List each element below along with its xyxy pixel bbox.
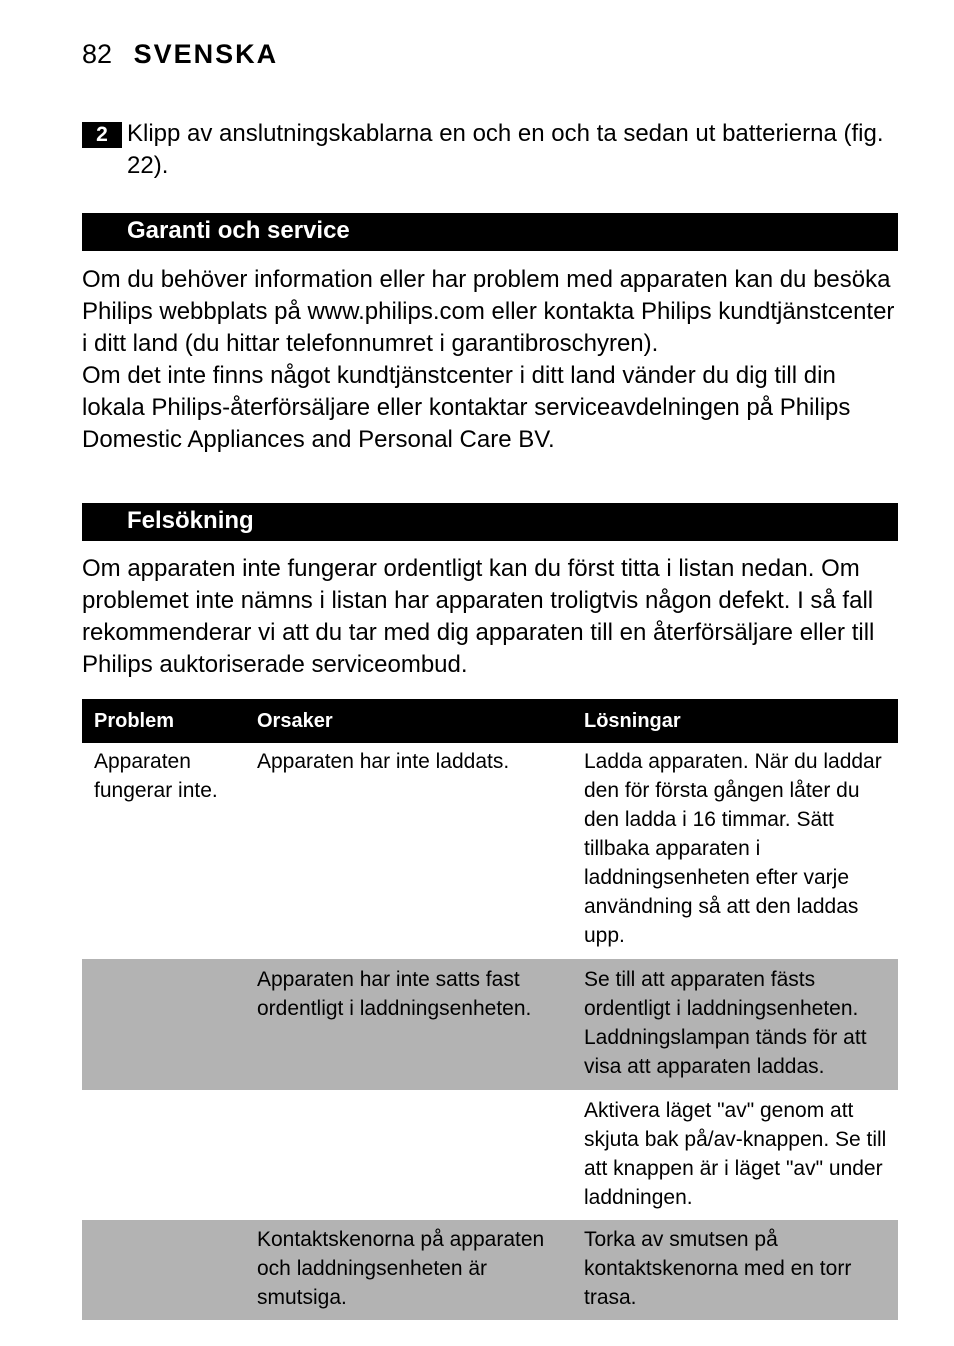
warranty-paragraph-2: Om det inte finns något kundtjänstcenter i ditt land vänder du dig till din lokala Philips-återförsäljare eller kontaktar serviceavdelningen på Philips Domestic Appliances and Personal Care BV. xyxy=(82,362,851,453)
problem-cell: Apparaten fungerar inte. xyxy=(94,750,218,802)
section-heading-troubleshooting: Felsökning xyxy=(82,503,898,541)
step-text: Klipp av anslutningskablarna en och en och ta sedan ut batterierna (fig. 22). xyxy=(127,120,884,179)
step-item xyxy=(82,118,898,182)
column-header-causes: Orsaker xyxy=(245,699,572,743)
problem-cell xyxy=(82,1090,245,1220)
page-header xyxy=(82,38,278,70)
language-title: SVENSKA xyxy=(133,39,279,69)
solution-cell: Torka av smutsen på kontaktskenorna med en torr trasa. xyxy=(572,1220,898,1320)
problem-cell xyxy=(82,959,245,1090)
troubleshooting-table xyxy=(82,699,898,1320)
philips-website-link[interactable]: www.philips.com xyxy=(307,298,485,325)
column-header-solutions: Lösningar xyxy=(572,699,898,743)
warranty-paragraph-1 xyxy=(82,264,898,360)
warranty-text-part: eller kontakta Philips kundtjänstcenter i ditt land (du hittar telefonnumret i garantibroschyren). xyxy=(82,298,895,357)
cause-cell: Kontaktskenorna på apparaten och laddningsenheten är smutsiga. xyxy=(245,1220,572,1320)
cause-cell xyxy=(245,1090,572,1220)
step-number-badge: 2 xyxy=(82,122,122,148)
table-header-row xyxy=(82,699,898,743)
cause-cell: Apparaten har inte laddats. xyxy=(257,750,510,773)
table-row xyxy=(82,743,898,959)
table-row xyxy=(82,1220,898,1320)
solution-cell: Se till att apparaten fästs ordentligt i laddningsenheten. Laddningslampan tänds för att visa att apparaten laddas. xyxy=(572,959,898,1090)
problem-cell xyxy=(82,1220,245,1320)
table-row xyxy=(82,1090,898,1220)
table-row xyxy=(82,959,898,1090)
solution-cell: Aktivera läget "av" genom att skjuta bak på/av-knappen. Se till att knappen är i läget "av" under laddningen. xyxy=(584,1099,887,1209)
page-number: 82 xyxy=(82,39,113,69)
warranty-text xyxy=(82,264,898,456)
cause-cell: Apparaten har inte satts fast ordentligt i laddningsenheten. xyxy=(245,959,572,1090)
warranty-text-part: Om du behöver information eller har problem med apparaten kan du besöka Philips webbplats på xyxy=(82,266,891,325)
section-heading-warranty: Garanti och service xyxy=(82,213,898,251)
solution-cell: Ladda apparaten. När du laddar den för första gången låter du den ladda i 16 timmar. Sätt tillbaka apparaten i laddningsenheten efter varje användning så att den laddas upp. xyxy=(584,750,882,947)
troubleshooting-intro: Om apparaten inte fungerar ordentligt kan du först titta i listan nedan. Om problemet inte nämns i listan har apparaten troligtvis någon defekt. I så fall rekommenderar vi att du tar med dig apparaten till en återförsäljare eller till Philips auktoriserade serviceombud. xyxy=(82,555,875,678)
column-header-problem: Problem xyxy=(82,699,245,743)
